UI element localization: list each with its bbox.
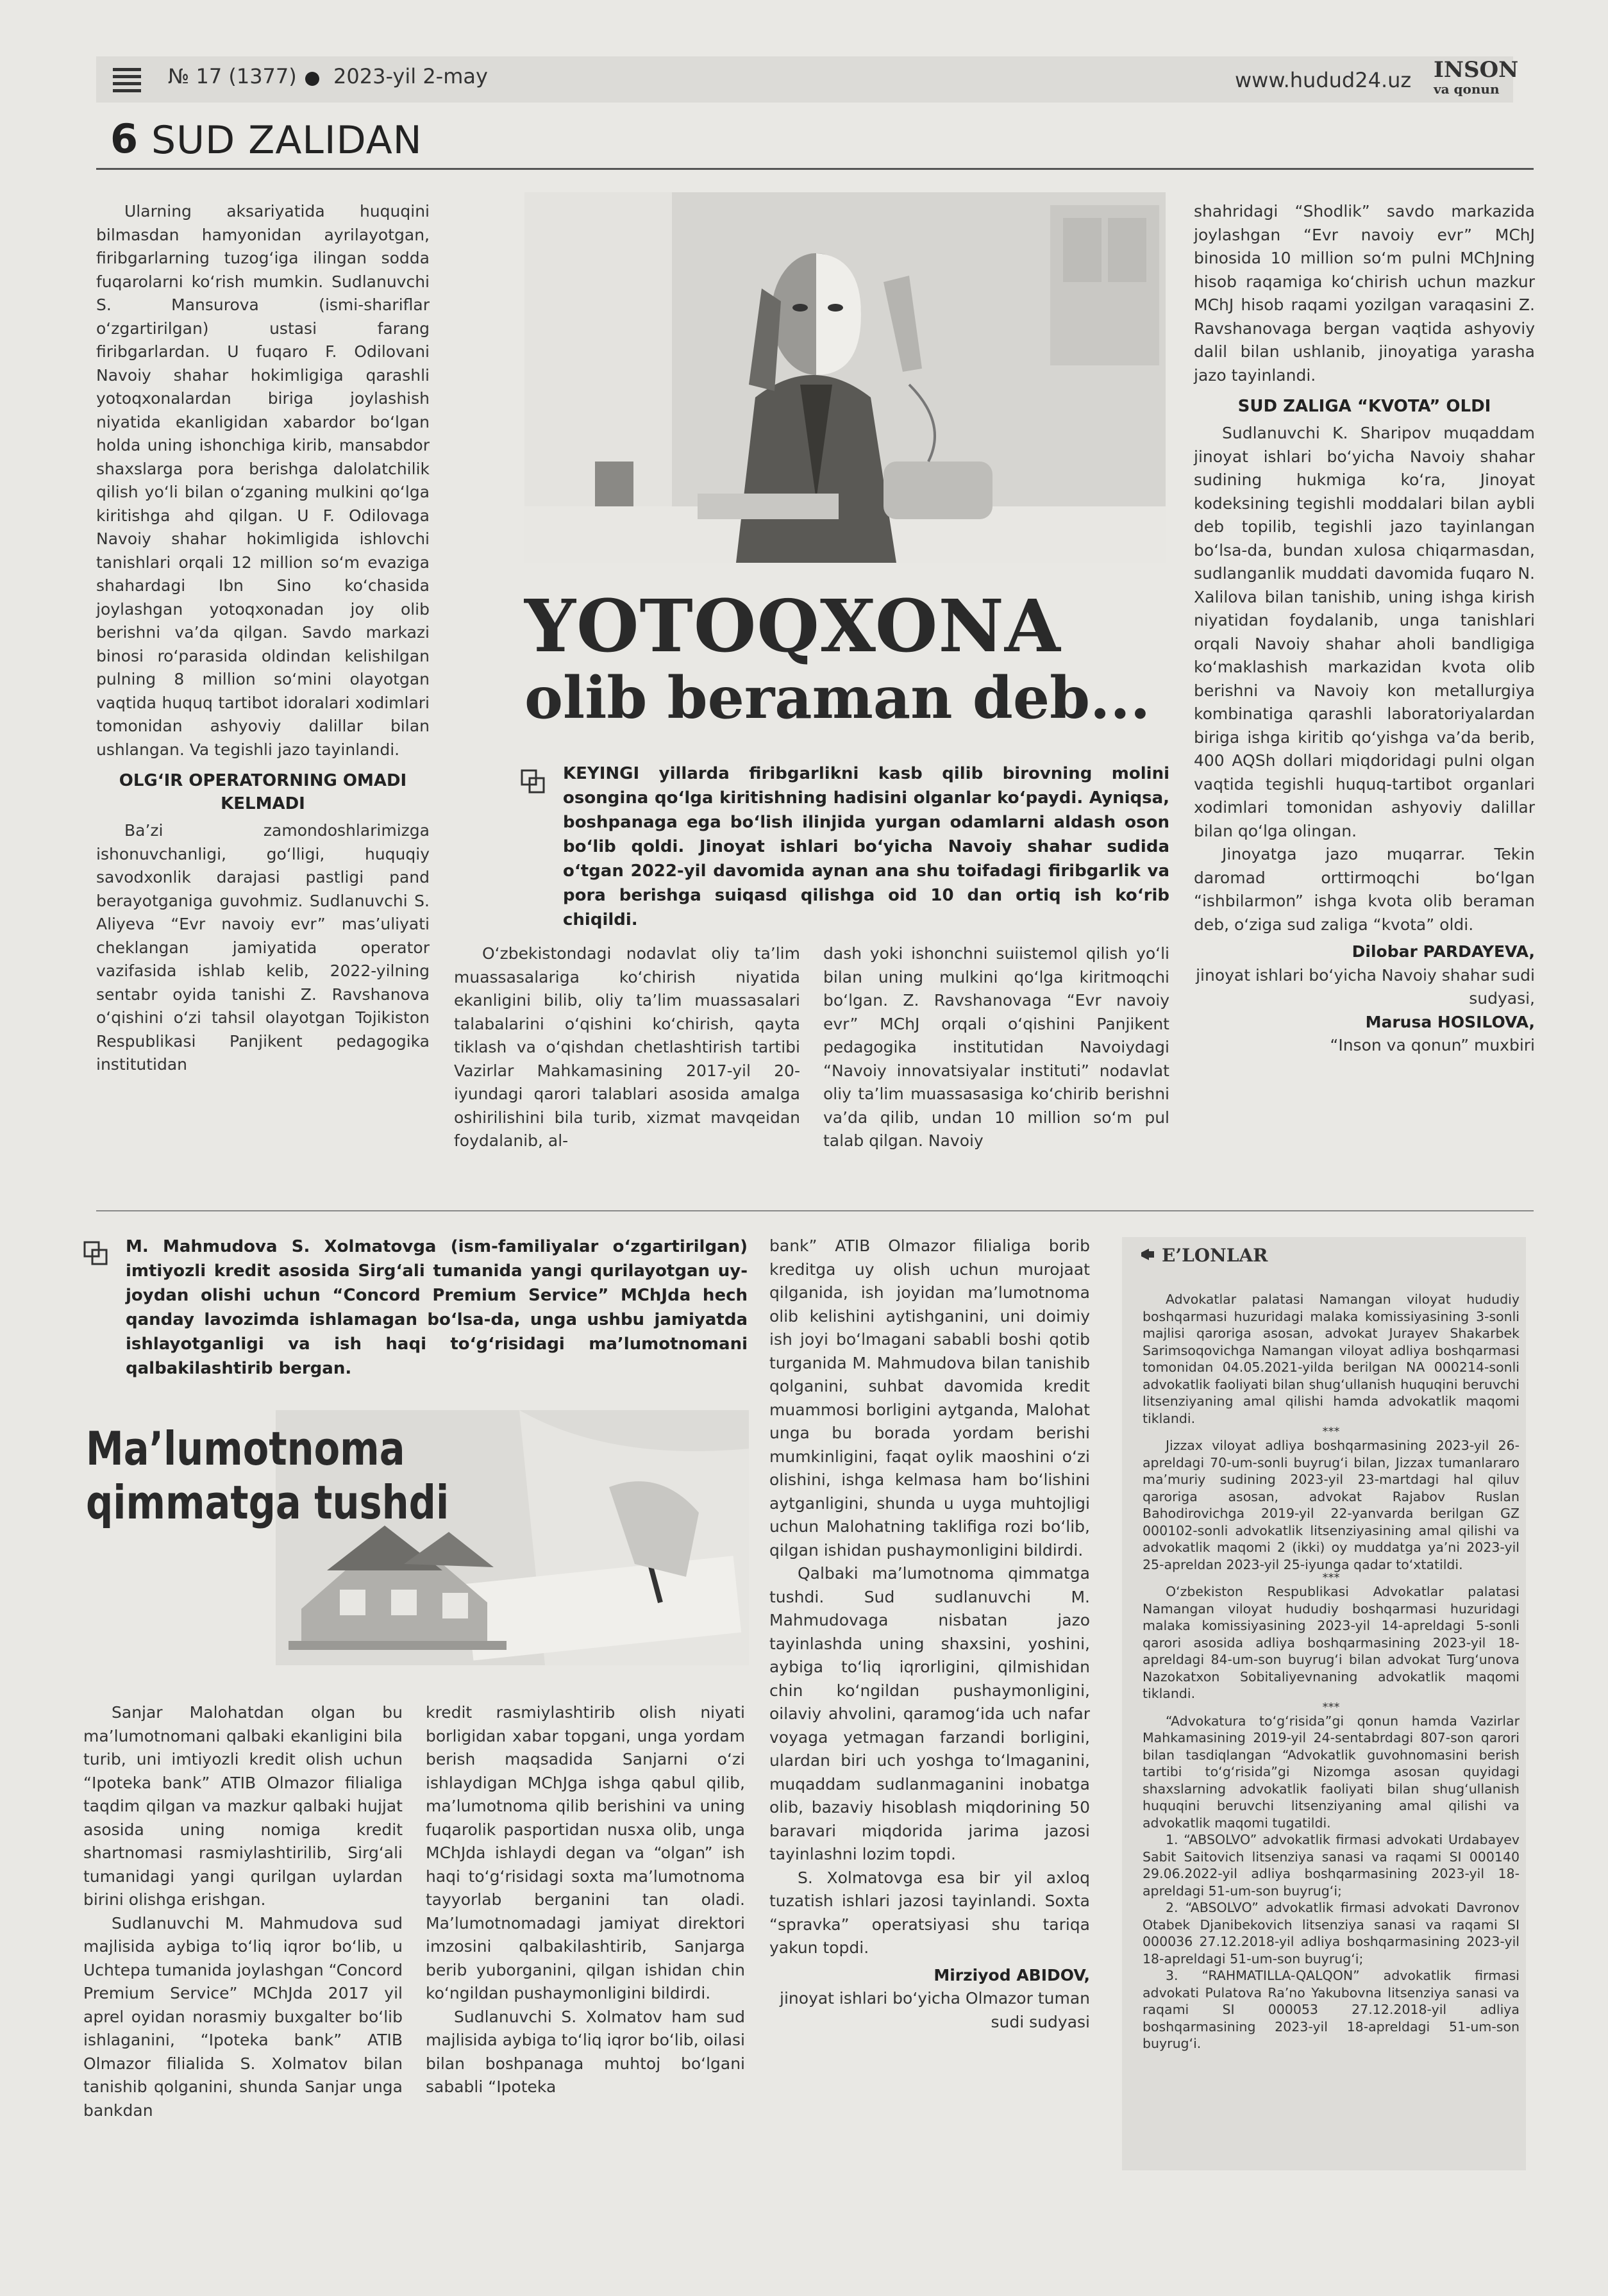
article1-column-4 [1194,200,1535,1058]
author-name: Mirziyod ABIDOV, [934,1965,1090,1984]
article2-paragraph: Sudlanuvchi M. Mahmudova sud majlisida aybiga to‘liq iqror bo‘lib, u Uchtepa tumanida joylashgan “Concord Premium Service” MChJda 2017 yil aprel oyidan norasmiy buxgalter bo‘lib ishlaganini, “Ipoteka bank” ATIB Olmazor filialida S. Xolmatov bilan tanishib qolganini, shunda Sanjar unga bankdan [83,1913,403,2120]
article1-paragraph: shahridagi “Shodlik” savdo markazida joylashgan “Evr navoiy evr” MChJ binosida 10 million so‘m pulni MChJning hisob raqamiga ko‘chirish uchun mazkur MChJ hisob raqami yozilgan varaqasini Z. Ravshanovaga bergan vaqtida ashyoviy dalil bilan ushlanib, jinoyatiga yarasha jazo tayinlandi. [1194,202,1535,385]
article1-headline-sub: olib beraman deb... [524,664,1151,732]
article1-subheading: SUD ZALIGA “KVOTA” OLDI [1237,397,1491,416]
article2-paragraph: Sanjar Malohatdan olgan bu ma’lumotnomani qalbaki ekanligini bila turib, uni imtiyozli kredit olish uchun “Ipoteka bank” ATIB Olmazor filialiga taqdim qilgan va mazkur qalbaki hujjat asosida uning nomiga kredit shartnomasi rasmiylashtirilib, Sirg‘ali tumanidagi yangi qurilgan uylardan birini olishga erishgan. [83,1703,403,1909]
author-role: jinoyat ishlari bo‘yicha Navoiy shahar sudi sudyasi, [1196,965,1535,1008]
article1-column-3 [823,942,1169,1153]
article2-paragraph: kredit rasmiylashtirib olish niyati borligidan xabar topgani, unga yordam berish maqsadida Sanjarni o‘zi ishlaydigan MChJga ishga qabul qilib, ma’lumotnoma qilib berishini va uning fuqarolik pasportidan nusxa olib, unga MChJda ishlaydi degan va “olgan” ish haqi to‘g‘risidagi soxta ma’lumotnoma tayyorlab berganini tan oladi. Ma’lumotnomadagi jamiyat direktori imzosini qalbakilashtirib, Sanjarga berib yuborganini, qilgan ishidan chin ko‘ngildan pushaymonligini bildirdi. [426,1703,745,2002]
lead-icon [521,769,546,797]
issue-number: № 17 (1377) [168,64,297,88]
article2-column-1 [83,1701,403,2122]
announcement-separator: *** [1322,1571,1340,1585]
article1-column-1 [96,200,430,1077]
article2-lead: M. Mahmudova S. Xolmatovga (ism-familiyalar o‘zgartirilgan) imtiyozli kredit asosida Sirg‘ali tumanida yangi qurilayotgan uy-joydan olishi uchun “Concord Premium Service” MChJda hech qanday lavozimda ishlamagan bo‘lsa-da, unga ushbu jamiyatda ishlayotganligi va ish haqi to‘g‘risidagi ma’lumotnomani qalbakilashtirib bergan. [126,1237,748,1378]
article2-paragraph: Qalbaki ma’lumotnoma qimmatga tushdi. Sud sudlanuvchi M. Mahmudovaga nisbatan jazo tayinlashda uning shaxsini, yoshini, aybiga to‘liq iqrorligini, qilmishidan chin ko‘ngildan pushaymonligini, oilaviy ahvolini, qaramog‘ida uch nafar voyaga yetmagan farzandi borligini, ulardan biri uch yoshga to‘lmaganini, muqaddam sudlanmaganini inobatga olib, bazaviy hisoblash miqdorining 50 baravari miqdorida jarima jazosi tayinlashni lozim topdi. [769,1564,1090,1863]
author-name: Dilobar PARDAYEVA, [1352,942,1535,961]
announcement-item: “Advokatura to‘g‘risida”gi qonun hamda Vazirlar Mahkamasining 2019-yil 24-sentabrdagi 807-son qarori bilan tasdiqlangan “Advokatlik guvohnomasini berish tartibi to‘g‘risida”gi Nizomga asosan quyidagi shaxslarning advokatlik faoliyati bilan shug‘ullanish huquqini beruvchi litsenziyaning amal qilishi va advokatlik maqomi tugatildi. [1143,1713,1520,1831]
section-divider [96,1210,1534,1211]
page-number: 6 [110,115,138,162]
announcement-item: 3. “RAHMATILLA-QALQON” advokatlik firmasi advokati Pulatova Ra’no Yakubovna litsenziya sanasi va raqami SI 000053 27.12.2018-yil adliya boshqarmasining 2023-yil 18-apreldagi 51-um-son buyrug‘i. [1143,1968,1520,2051]
article1-photo [524,192,1166,563]
announcement-item: 2. “ABSOLVO” advokatlik firmasi advokati Davronov Otabek Djanibekovich litsenziya sanasi va raqami SI 000036 27.12.2018-yil adliya boshqarmasining 2023-yil 18-apreldagi 51-um-son buyrug‘i; [1143,1900,1520,1967]
article1-paragraph: dash yoki ishonchni suiistemol qilish yo‘li bilan uning mulkini qo‘lga kiritmoqchi bo‘lgan. Z. Ravshanovaga “Evr navoiy evr” MChJ orqali o‘qishini Panjikent pedagogika institutidan Navoiydagi “Navoiy innovatsiyalar instituti” nodavlat oliy ta’lim muassasasiga ko‘chirib berishni va’da qilib, undan 10 million so‘m pul talab qilgan. Navoiy [823,944,1169,1150]
author-role: jinoyat ishlari bo‘yicha Olmazor tuman sudi sudyasi [780,1989,1090,2031]
header-divider [96,168,1534,170]
article1-lead: KEYINGI yillarda firibgarlikni kasb qilib birovning molini osongina qo‘lga kiritishning hadisini olganlar ko‘paydi. Ayniqsa, boshpanaga ega bo‘lish ilinjida yurgan odamlarni aldash oson bo‘lib qoldi. Jinoyat ishlari bo‘yicha Navoiy shahar sudida o‘tgan 2022-yil davomida aynan ana shu toifadagi firibgarlik va pora berishga suiqasd qilishga oid 10 dan ortiq ish ko‘rib chiqildi. [563,764,1169,929]
menu-icon [113,68,141,91]
author-role: “Inson va qonun” muxbiri [1330,1036,1535,1054]
article2-column-2 [426,1701,745,2099]
announcement-item: 1. “ABSOLVO” advokatlik firmasi advokati Urdabayev Sabit Saitovich litsenziya sanasi va raqami SI 000140 29.06.2022-yil adliya boshqarmasining 2023-yil 18-apreldagi 51-um-son buyrug‘i; [1143,1832,1520,1899]
bullet-icon [305,72,319,86]
masked-man-on-phones-image [524,192,1166,563]
author-name: Marusa HOSILOVA, [1365,1012,1535,1031]
article2-paragraph: bank” ATIB Olmazor filialiga borib kreditga uy olish uchun murojaat qilganida, ish joyidan ma’lumotnoma olib kelishini aytishganini, uni doimiy ish joyi bo‘lmagani sababli boshi qotib turganida M. Mahmudova bilan tanishib qolganini, suhbat davomida kredit muammosi borligini aytganda, Malohat unga bu borada yordam berishi mumkinligini, faqat oylik maoshini o‘zi olishini, ishga kelmasa ham bo‘lishini aytganligini, shunda u uyga muhtojligi uchun Malohatning taklifiga rozi bo‘lib, qilgan ishidan pushaymonligini bildirdi. [769,1236,1090,1560]
issue-date: 2023-yil 2-may [333,64,488,88]
article1-column-2 [454,942,800,1153]
announcements-text [1143,1291,1520,2052]
article2-headline: Ma’lumotnoma qimmatga tushdi [86,1422,449,1529]
announcement-separator: *** [1322,1700,1340,1714]
announcements-title: E’LONLAR [1162,1245,1268,1266]
website-link[interactable]: www.hudud24.uz [1235,68,1412,92]
article1-paragraph: Jinoyatga jazo muqarrar. Tekin daromad orttirmoqchi bo‘lgan “ishbilarmon” ishga kvota olib beraman deb, o‘ziga sud zaliga “kvota” oldi. [1194,845,1535,934]
section-title: SUD ZALIDAN [151,118,423,163]
article1-paragraph: Ba’zi zamondoshlarimizga ishonuvchanligi, go‘lligi, huquqiy savodxonlik darajasi pastligi pand berayotganiga guvohmiz. Sudlanuvchi S. Aliyeva “Evr navoiy evr” mas’uliyati cheklangan jamiyatida operator vazifasida ishlab kelib, 2022-yilning sentabr oyida tanishi Z. Ravshanova o‘qishini o‘zi tahsil olayotgan Tojikiston Respublikasi Panjikent pedagogika institutidan [96,821,430,1074]
article2-column-3 [769,1235,1090,2034]
article1-paragraph: Sudlanuvchi K. Sharipov muqaddam jinoyat ishlari bo‘yicha Navoiy shahar sudining hukmiga ko‘ra, Jinoyat kodeksining tegishli moddalari bilan aybli deb topilib, tegishli jazo tayinlangan bo‘lsa-da, bundan xulosa chiqarmasdan, sudlanganlik muddati davomida fuqaro N. Xalilova bilan tanishib, uning ishga kirish niyatidan foydalanib, unga tanishlari orqali Navoiy shahar aholi bandligiga ko‘maklashish markazidan kvota olib berishni va Navoiy kon metallurgiya kombinatiga qarashli laboratoriyalardan biriga ishga kiritib qo‘yishga va’da berib, 400 AQSh dollari miqdoridagi pulni olgan vaqtida tegishli huquq-tartibot organlari xodimlari tomonidan ashyoviy dalillar bilan qo‘lga olingan. [1194,424,1535,840]
megaphone-icon [1139,1245,1158,1267]
announcement-item: Advokatlar palatasi Namangan viloyat hududiy boshqarmasi huzuridagi malaka komissiyasining 3-sonli majlisi qaroriga asosan, advokat Jurayev Shakarbek Sarimsoqovichga Namangan viloyat adliya boshqarmasi tomonidan 04.05.2021-yilda berilgan NA 000214-sonli advokatlik faoliyati bilan shug‘ullanish huquqini beruvchi litsenziyaning amal qilishi hamda advokatlik maqomi tiklandi. [1143,1292,1520,1426]
article1-subheading: OLG‘IR OPERATORNING OMADI KELMADI [119,771,407,813]
newspaper-logo: INSON va qonun [1434,57,1519,97]
article1-paragraph: Ularning aksariyatida huquqini bilmasdan hamyonidan ayrilayotgan, firibgarlarning tuzog‘iga ilingan sodda fuqarolarni ko‘rish mumkin. Sudlanuvchi S. Mansurova (ismi-shariflar o‘zgartirilgan) ustasi farang firibgarlardan. U fuqaro F. Odilovani Navoiy shahar hokimligiga qarashli yotoqxonalardan biriga joylashish niyatida ekanligidan xabardor bo‘lgan holda uning ishonchiga kirib, mansabdor shaxslarga pora berishga dalolatchilik qilish yo‘li bilan o‘zganing mulkini qo‘lga kiritishga ahd qilgan. U F. Odilovaga Navoiy shahar hokimligida ishlovchi tanishlari orqali 12 million so‘m evaziga shahardagi Ibn Sino ko‘chasida joylashgan yotoqxonadan joy olib berishni va’da qilgan. Savdo markazi binosi ro‘parasida oldindan kelishilgan pulning 8 million so‘mini olayotgan vaqtida huquq tartibot idoralari xodimlari tomonidan ashyoviy dalillar bilan ushlangan. Va tegishli jazo tayinlandi. [96,202,430,759]
article1-headline: YOTOQXONA [524,585,1061,669]
article2-paragraph: S. Xolmatovga esa bir yil axloq tuzatish ishlari jazosi tayinlandi. Soxta “spravka” operatsiyasi shu tariqa yakun topdi. [769,1868,1090,1957]
lead-icon [83,1241,109,1269]
article2-paragraph: Sudlanuvchi S. Xolmatov ham sud majlisida aybiga to‘liq iqror bo‘lib, oilasi bilan boshpanaga muhtoj bo‘lgani sababli “Ipoteka [426,2007,745,2096]
announcement-separator: *** [1322,1425,1340,1438]
announcement-item: Jizzax viloyat adliya boshqarmasining 2023-yil 26-apreldagi 70-um-sonli buyrug‘i bilan, Jizzax tumanlararo ma’muriy sudining 2023-yil 23-martdagi hal qiluv qaroriga asosan, advokat Rajabov Ruslan Bahodirovichga 2019-yil 22-yanvarda berilgan GZ 000102-sonli advokatlik litsenziyasining amal qilishi va advokatlik maqomi 2 (ikki) oy muddatga ya’ni 2023-yil 25-apreldan 2023-yil 25-iyunga qadar to‘xtatildi. [1143,1438,1520,1572]
article1-paragraph: O‘zbekistondagi nodavlat oliy ta’lim muassasalariga ko‘chirish niyatida ekanligini bilib, oliy ta’lim muassasalari talabalarini o‘qishini ko‘chirish, qayta tiklash va o‘qishdan chetlashtirish tartibi Vazirlar Mahkamasining 2017-yil 20-iyundagi qarori talablari asosida amalga oshirilishini bila turib, xizmat mavqeidan foydalanib, al- [454,944,800,1150]
announcement-item: O‘zbekiston Respublikasi Advokatlar palatasi Namangan viloyat hududiy boshqarmasi huzuridagi malaka komissiyasining 2023-yil 14-apreldagi 5-sonli qarori asosida adliya boshqarmasining 2023-yil 18-apreldagi 84-um-son buyrug‘i bilan advokat Turg‘unova Nazokatxon Sobitaliyevnaning advokatlik maqomi tiklandi. [1143,1584,1520,1701]
